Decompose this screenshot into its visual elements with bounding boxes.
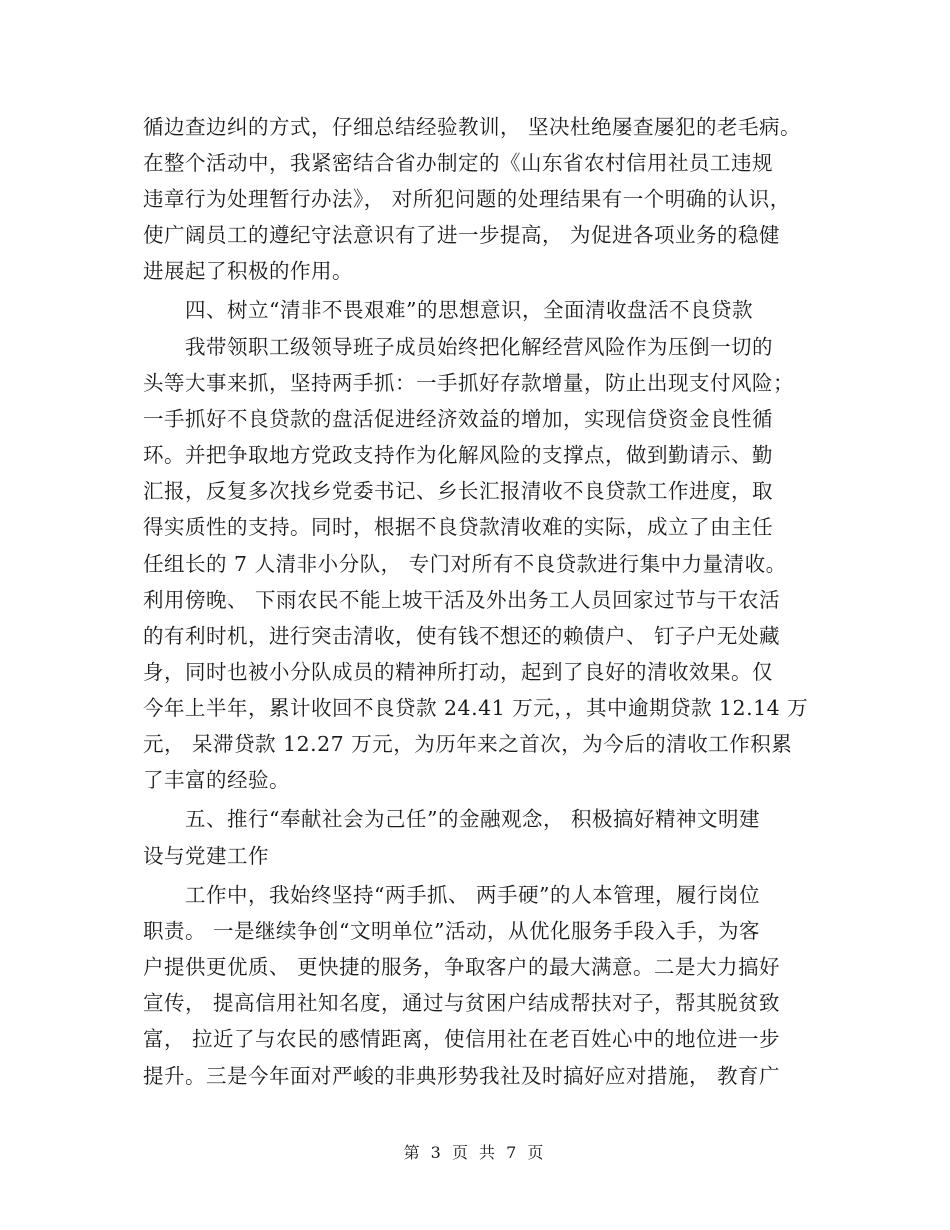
text-line: 在整个活动中，我紧密结合省办制定的《山东省农村信用社员工违规: [143, 151, 773, 175]
text-line: 得实质性的支持。同时，根据不良贷款清收难的实际，成立了由主任: [143, 515, 773, 539]
text-line: 职责。 一是继续争创“文明单位”活动，从优化服务手段入手，为客: [143, 919, 760, 943]
text-line: 违章行为处理暂行办法》， 对所犯问题的处理结果有一个明确的认识，: [143, 187, 791, 211]
text-line: 进展起了积极的作用。: [143, 259, 353, 283]
text-line: 了丰富的经验。: [143, 768, 290, 792]
text-line: 利用傍晚、 下雨农民不能上坡干活及外出务工人员回家过节与干农活: [143, 588, 781, 612]
text-line: 四、树立“清非不畏艰难”的思想意识，全面清收盘活不良贷款: [185, 298, 753, 322]
text-line: 任组长的 7 人清非小分队， 专门对所有不良贷款进行集中力量清收。: [143, 552, 787, 576]
text-line: 富， 拉近了与农民的感情距离，使信用社在老百姓心中的地位进一步: [143, 1027, 781, 1051]
text-line: 环。并把争取地方党政支持作为化解风险的支撑点，做到勤请示、勤: [143, 443, 773, 467]
page-footer: 第 3 页 共 7 页: [403, 1143, 547, 1162]
text-line: 循边查边纠的方式，仔细总结经验教训， 坚决杜绝屡查屡犯的老毛病。: [143, 115, 802, 139]
text-line: 我带领职工级领导班子成员始终把化解经营风险作为压倒一切的: [185, 335, 773, 359]
text-line: 头等大事来抓，坚持两手抓：一手抓好存款增量，防止出现支付风险；: [143, 371, 794, 395]
text-line: 一手抓好不良贷款的盘活促进经济效益的增加，实现信贷资金良性循: [143, 407, 773, 431]
text-line: 提升。三是今年面对严峻的非典形势我社及时搞好应对措施， 教育广: [143, 1064, 781, 1088]
text-line: 的有利时机，进行突击清收，使有钱不想还的赖债户、 钉子户无处藏: [143, 624, 781, 648]
text-line: 今年上半年，累计收回不良贷款 24.41 万元，，其中逾期贷款 12.14 万: [143, 696, 809, 720]
text-line: 使广阔员工的遵纪守法意识有了进一步提高， 为促进各项业务的稳健: [143, 223, 781, 247]
text-line: 五、推行“奉献社会为己任”的金融观念， 积极搞好精神文明建: [185, 807, 760, 831]
text-line: 身，同时也被小分队成员的精神所打动，起到了良好的清收效果。仅: [143, 660, 773, 684]
text-line: 设与党建工作: [143, 844, 269, 868]
text-line: 户提供更优质、 更快捷的服务，争取客户的最大满意。二是大力搞好: [143, 955, 781, 979]
text-line: 元， 呆滞贷款 12.27 万元，为历年来之首次，为今后的清收工作积累: [143, 732, 793, 756]
text-line: 宣传， 提高信用社知名度，通过与贫困户结成帮扶对子，帮其脱贫致: [143, 991, 781, 1015]
text-line: 汇报，反复多次找乡党委书记、乡长汇报清收不良贷款工作进度，取: [143, 479, 773, 503]
text-line: 工作中，我始终坚持“两手抓、 两手硬”的人本管理，履行岗位: [185, 883, 760, 907]
